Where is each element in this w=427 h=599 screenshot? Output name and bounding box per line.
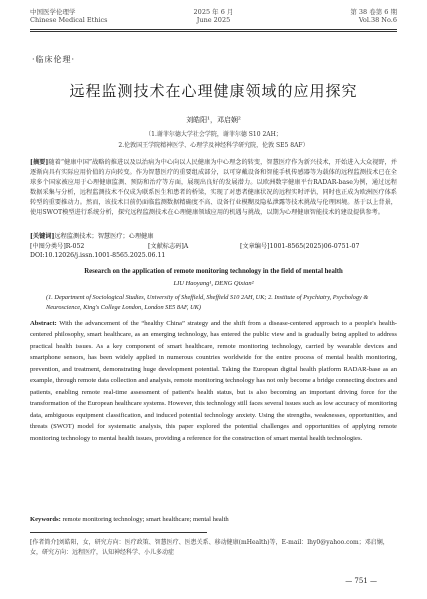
abstract-cn-label: [摘要] [30,159,49,166]
page-number: — 751 — [345,577,377,585]
affiliation-cn-1: （1.谢菲尔德大学社会学院，谢菲尔德 S10 2AH； [145,131,282,138]
footnote-rule [30,532,207,533]
issue-date [30,8,397,24]
volume-en: Vol.38 No.6 [358,16,397,24]
authors-cn: 刘皓阳¹，邓启娴² [186,116,241,124]
clc-number: [中图分类号]R-052 [30,243,85,250]
keywords-en-label: Keywords: [30,516,61,523]
volume-cn: 第 38 卷第 6 期 [350,8,397,16]
article-number: [文章编号]1001-8565(2025)06-0751-07 [240,243,360,250]
doi: DOI:10.12026/j.issn.1001-8565.2025.06.11 [30,252,166,259]
journal-name-cn: 中国医学伦理学 [30,8,76,16]
header-rule [30,29,397,30]
affiliation-cn-2: 2.伦敦国王学院精神医学、心理学及神经科学研究院，伦敦 SE5 8AF） [118,142,309,149]
abstract-cn-text: 随着“健康中国”战略的推进以及以治病为中心向以人民健康为中心理念的转变，智慧医疗作为新兴技术，开始进入大众视野，并逐渐向具有实际应用价值的方向转变。作为智慧医疗的重要组成部分，以可穿戴设备和智能手机传感器等为载体的远程监测技术已在全球多个国家被应用于心理健康监测、预防和治疗等方面，展现出良好的发展潜力。以欧洲数字健康平台RADAR-base为例，通过远程数据采集与分析，远程监测技术不仅成为联系医生和患者的桥梁，实现了对患者健康状况的远程实时评估，同时也正成为欧洲医疗体系转型的重要推动力。然而，该技术目前仍面临监测数据精确度不高、设备行业模糊及隐私泄露等技术挑战与伦理困境。基于以上背景，使用SWOT模型进行系统分析，探究远程监测技术在心理健康领域应用的机遇与挑战，以期为心理健康智能技术的建设提供参考。 [30,159,397,216]
journal-name-en: Chinese Medical Ethics [30,16,108,24]
author-footnote: [作者简介]刘皓阳，女，研究方向：医疗政策、智慧医疗、医患关系、移动健康(mHealth)等，E-mail：lhy0@yahoo.com；邓启娴，女，研究方向：远程医疗，认知神经科学、小儿多动症 [30,539,389,556]
header-rule-thin [30,31,397,32]
keywords-en [30,516,397,523]
volume-info [350,8,397,24]
abstract-en-text: With the advancement of the “healthy China” strategy and the shift from a disease-centered approach to a people's health-centered philosophy, smart healthcare, as an emerging technology, has entered the public view and is gradually being applied to address practical health issues. As a key component of smart healthcare, remote monitoring technology, carried by wearable devices and smartphone sensors, has been widely applied in numerous countries worldwide for the entire process of mental health monitoring, prevention, and treatment, demonstrating huge development potential. Taking the European digital health platform RADAR-base as an example, through remote data collection and analysis, remote monitoring technology has not only become a bridge connecting doctors and patients, enabling remote real-time assessment of patient's health status, but is also becoming an important driving force for the transformation of the European healthcare systems. However, this technology still faces several issues such as low accuracy of monitoring data, ambiguous equipment classification, and induced potential technology anxiety. Using the strengths, weaknesses, opportunities, and threats (SWOT) model for systematic analysis, this paper explored the potential challenges and opportunities of applying remote monitoring technology to mental health issues, providing a reference for the construction of smart mental health technologies. [30,320,398,442]
article-title-cn: 远程监测技术在心理健康领域的应用探究 [69,82,358,100]
abstract-cn [30,158,397,218]
keywords-cn [30,231,397,240]
keywords-cn-text: 远程监测技术；智慧医疗；心理健康 [54,233,154,240]
section-label: ·临床伦理· [32,55,76,64]
issue-date-en: June 2025 [196,16,231,24]
issue-date-cn: 2025 年 6 月 [193,8,234,16]
abstract-en [30,318,397,444]
keywords-en-text: remote monitoring technology; smart healthcare; mental health [62,516,229,523]
authors-en: LIU Haoyang¹, DENG Qixian² [173,280,254,287]
abstract-en-label: Abstract: [30,320,57,327]
article-title-en: Research on the application of remote monitoring technology in the field of mental health [84,268,343,275]
document-code: [文献标志码]A [148,243,189,250]
keywords-cn-label: [关键词] [30,233,55,240]
affiliation-en: (1. Department of Sociological Studies, University of Sheffield, Sheffield S10 2AH, UK; 2. Institute of Psychiatry, Psychology & Neuroscience, King's College London, London SE5 8AF, UK) [46,294,369,311]
